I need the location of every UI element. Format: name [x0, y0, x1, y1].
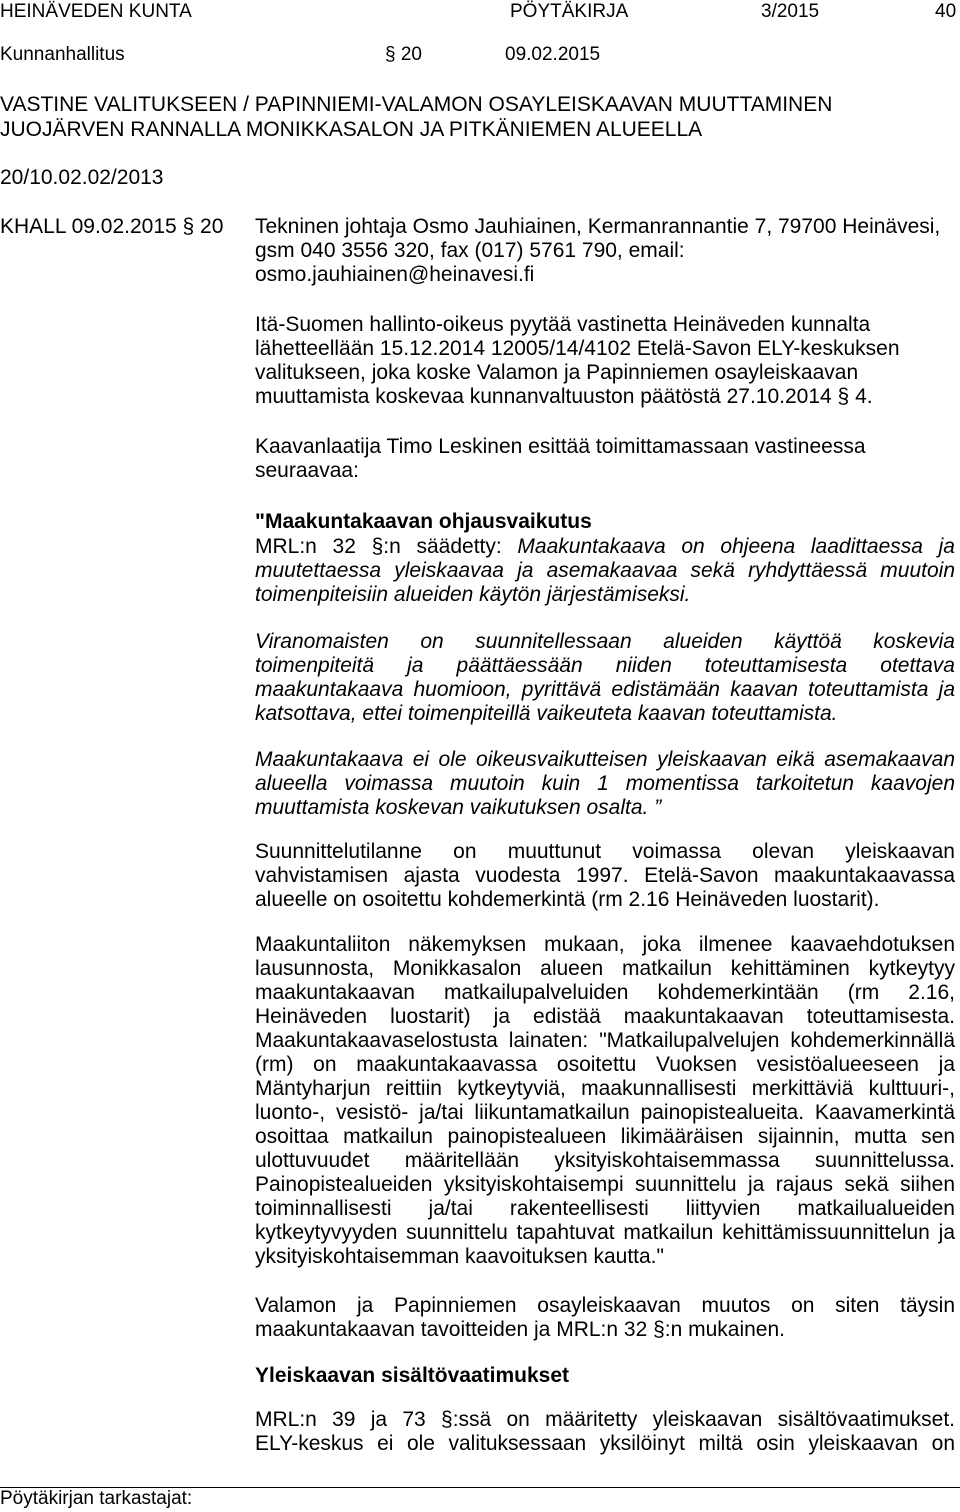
- body-line: ulottuvuudet määritellään yksityiskohtaisemmassa suunnittelussa.: [255, 1149, 955, 1172]
- preparer-line: gsm 040 3556 320, fax (017) 5761 790, email:: [255, 239, 685, 262]
- document-title: [0, 92, 832, 142]
- body-line: osoittaa matkailun painopistealueen likimääräisen sijainnin, mutta sen: [255, 1125, 955, 1148]
- quote-line: muutettaessa yleiskaavaa ja asemakaavaa sekä ryhdyttäessä muutoin: [255, 559, 955, 582]
- intro-line: Kaavanlaatija Timo Leskinen esittää toimittamassaan vastineessa: [255, 435, 866, 458]
- body-line: ELY-keskus ei ole valituksessaan yksilöinyt miltä osin yleiskaavan on: [255, 1432, 955, 1455]
- content-requirements-paragraph: [255, 1408, 955, 1456]
- page-number: 40: [935, 1, 957, 22]
- quote-line: alueella voimassa muutoin kuin 1 momentissa tarkoitetun kaavojen: [255, 772, 955, 795]
- quote-heading: "Maakuntakaavan ohjausvaikutus: [255, 510, 592, 533]
- preparer-line: Tekninen johtaja Osmo Jauhiainen, Kermanrannantie 7, 79700 Heinävesi,: [255, 215, 941, 238]
- body-line: kytkeytyvyyden suunnittelu tapahtuvat matkailun kehittämissuunnittelun ja: [255, 1221, 955, 1244]
- governing-body: Kunnanhallitus: [0, 44, 125, 65]
- body-line: Suunnittelutilanne on muuttunut voimassa olevan yleiskaavan: [255, 840, 955, 863]
- section-heading: Yleiskaavan sisältövaatimukset: [255, 1364, 570, 1387]
- request-line: Itä-Suomen hallinto-oikeus pyytää vastinetta Heinäveden kunnalta: [255, 313, 871, 336]
- body-line: Maakuntaliiton näkemyksen mukaan, joka ilmenee kaavaehdotuksen: [255, 933, 955, 956]
- quote-line: Maakuntakaava ei ole oikeusvaikutteisen yleiskaavan eikä asemakaavan: [255, 748, 955, 771]
- body-line: MRL:n 39 ja 73 §:ssä on määritetty yleiskaavan sisältövaatimukset.: [255, 1408, 955, 1431]
- minutes-number: 3/2015: [761, 1, 820, 22]
- planning-situation-paragraph: [255, 840, 955, 912]
- body-line: vahvistamisen ajasta vuodesta 1997. Etelä-Savon maakuntakaavassa: [255, 864, 955, 887]
- quote-line: Viranomaisten on suunnitellessaan alueiden käyttöä koskevia: [255, 630, 955, 653]
- case-number: 20/10.02.02/2013: [0, 166, 164, 189]
- quote-line: katsottava, ettei toimenpiteillä vaikeuteta kaavan toteuttamista.: [255, 702, 838, 725]
- meeting-date: 09.02.2015: [505, 44, 601, 65]
- request-paragraph: [255, 313, 955, 409]
- preparer-email: osmo.jauhiainen@heinavesi.fi: [255, 263, 535, 286]
- title-line: VASTINE VALITUKSEEN / PAPINNIEMI-VALAMON OSAYLEISKAAVAN MUUTTAMINEN: [0, 93, 833, 116]
- quote-lead-text: MRL:n 32 §:n säädetty:: [255, 535, 502, 558]
- conclusion-paragraph: [255, 1294, 955, 1342]
- body-line: alueelle on osoitettu kohdemerkintä (rm 2.16 Heinäveden luostarit).: [255, 888, 880, 911]
- preparer-block: [255, 215, 955, 287]
- body-line: luonto-, vesistö- ja/tai liikuntamatkailun painopistealueita. Kaavamerkintä: [255, 1101, 955, 1124]
- body-line: Painopistealueiden yksityiskohtaisempi suunnittelu ja rajaus sekä siihen: [255, 1173, 955, 1196]
- regional-council-paragraph: [255, 933, 955, 1269]
- quote-paragraph-1: [255, 535, 955, 607]
- intro-paragraph: [255, 435, 955, 483]
- quote-paragraph-3: [255, 748, 955, 820]
- quote-line: maakuntakaava huomioon, pyrittävä edistämään kaavan toteuttamista ja: [255, 678, 955, 701]
- quote-line: muuttamista koskevan vaikutuksen osalta. ”: [255, 796, 662, 819]
- intro-line: seuraavaa:: [255, 459, 359, 482]
- body-line: Valamon ja Papinniemen osayleiskaavan muutos on siten täysin: [255, 1294, 955, 1317]
- municipality-name: HEINÄVEDEN KUNTA: [0, 1, 192, 22]
- body-line: yksityiskohtaisemman kaavoituksen kautta.": [255, 1245, 664, 1268]
- request-line: valitukseen, joka koske Valamon ja Papinniemen osayleiskaavan: [255, 361, 859, 384]
- body-line: toiminnallisesti ja/tai rakenteellisesti liittyvien matkailualueiden: [255, 1197, 955, 1220]
- body-line: Mäntyharjun reittiin kytkeytyviä, maakunnallisesti merkittäviä kulttuuri-,: [255, 1077, 955, 1100]
- body-line: lausunnosta, Monikkasalon alueen matkailun kehittäminen kytkeytyy: [255, 957, 955, 980]
- quote-paragraph-2: [255, 630, 955, 726]
- section-number: § 20: [385, 44, 422, 65]
- quote-line: toimenpiteisiin alueiden käytön järjestämiseksi.: [255, 583, 691, 606]
- body-line: Heinäveden luostarit) ja edistää maakuntakaavan toteuttamisesta.: [255, 1005, 955, 1028]
- request-line: muuttamista koskevaa kunnanvaltuuston päätöstä 27.10.2014 § 4.: [255, 385, 873, 408]
- quote-line: [255, 535, 955, 559]
- meeting-reference: KHALL 09.02.2015 § 20: [0, 215, 224, 238]
- title-line: JUOJÄRVEN RANNALLA MONIKKASALON JA PITKÄNIEMEN ALUEELLA: [0, 118, 703, 141]
- document-type: PÖYTÄKIRJA: [510, 1, 629, 22]
- body-line: maakuntakaavan tavoitteiden ja MRL:n 32 §:n mukainen.: [255, 1318, 785, 1341]
- quote-italic-text: Maakuntakaava on ohjeena laadittaessa ja: [517, 535, 955, 558]
- request-line: lähetteellään 15.12.2014 12005/14/4102 Etelä-Savon ELY-keskuksen: [255, 337, 900, 360]
- inspectors-label: Pöytäkirjan tarkastajat:: [0, 1488, 193, 1509]
- body-line: maakuntakaavan matkailupalveluiden kohdemerkintään (rm 2.16,: [255, 981, 955, 1004]
- body-line: (rm) on maakuntakaavassa osoitettu Vuoksen vesistöalueeseen ja: [255, 1053, 955, 1076]
- quote-line: toimenpiteitä ja päättäessään niiden toteuttamisesta otettava: [255, 654, 955, 677]
- body-line: Maakuntakaavaselostusta lainaten: "Matkailupalvelujen kohdemerkinnällä: [255, 1029, 955, 1052]
